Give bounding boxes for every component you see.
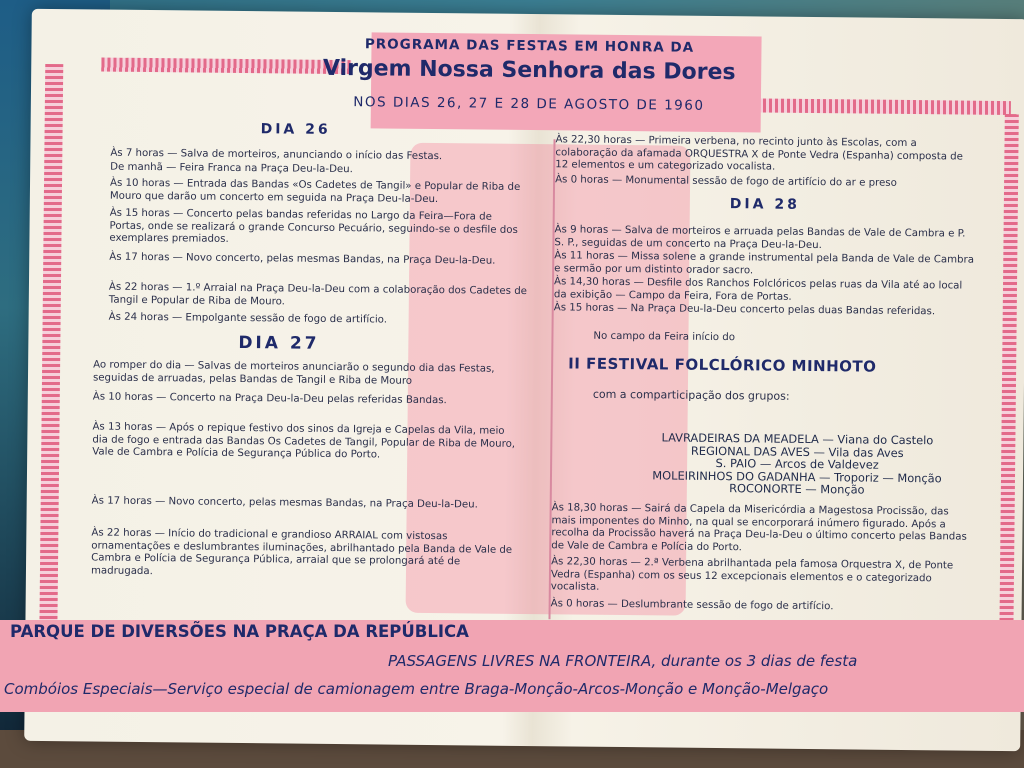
- group-item: MOLEIRINHOS DO GADANHA — Troporiz — Monção: [652, 467, 942, 485]
- bottom-line2: PASSAGENS LIVRES NA FRONTEIRA, durante os 3 dias de festa: [388, 652, 858, 670]
- day-27-heading: DIA 27: [238, 332, 320, 354]
- day26-item: Às 24 horas — Empolgante sessão de fogo de artifício.: [108, 311, 388, 326]
- day27-evening-item: Às 22,30 horas — Primeira verbena, no recinto junto às Escolas, com a colaboração da afamada ORQUESTRA X de Ponte Vedra (Espanha) composta de 12 elementos e um categorizado vocalista.: [555, 134, 963, 173]
- header-dates: NOS DIAS 26, 27 E 28 DE AGOSTO DE 1960: [353, 94, 705, 114]
- day26-item: De manhã — Feira Franca na Praça Deu-la-Deu.: [110, 161, 353, 176]
- festival-subtitle: com a comparticipação dos grupos:: [592, 387, 790, 403]
- group-item: REGIONAL DAS AVES — Vila das Aves: [690, 443, 904, 460]
- day26-item: Às 10 horas — Entrada das Bandas «Os Cadetes de Tangil» e Popular de Riba de Mouro que darão um concerto em seguida na Praça Deu-la-Deu.: [109, 177, 521, 205]
- day28-item: Às 0 horas — Deslumbrante sessão de fogo de artifício.: [550, 598, 834, 613]
- day27-item: Às 22 horas — Início do tradicional e grandioso ARRAIAL com vistosas ornamentações e deslumbrantes iluminações, abrilhantado pela Banda de Vale de Cambra e Polícia de Segurança Pública, arraial que se prolongará até de madrugada.: [90, 527, 513, 577]
- decorative-border-left: [39, 64, 63, 634]
- day26-item: Às 22 horas — 1.º Arraial na Praça Deu-la-Deu com a colaboração dos Cadetes de Tangil e Popular de Riba de Mouro.: [108, 281, 528, 308]
- bottom-line1: PARQUE DE DIVERSÕES NA PRAÇA DA REPÚBLICA: [10, 622, 469, 641]
- header-title: Virgem Nossa Senhora das Dores: [322, 55, 736, 86]
- day28-item: Às 18,30 horas — Sairá da Capela da Misericórdia a Magestosa Procissão, das mais imponentes do Minho, na qual se encorporará inúmero figurado. Após a recolha da Procissão haverá na Praça Deu-la-Deu o último concerto pelas Bandas de Vale de Cambra e Polícia do Porto.: [551, 502, 967, 554]
- day27-item: Às 17 horas — Novo concerto, pelas mesmas Bandas, na Praça Deu-la-Deu.: [91, 495, 478, 511]
- day27-item: Às 10 horas — Concerto na Praça Deu-la-Deu pelas referidas Bandas.: [92, 391, 447, 407]
- folklore-groups-list: [617, 431, 978, 497]
- day27-evening-item: Às 0 horas — Monumental sessão de fogo de artifício do ar e preso: [555, 174, 897, 189]
- festival-title: II FESTIVAL FOLCLÓRICO MINHOTO: [568, 354, 877, 376]
- day26-item: Às 15 horas — Concerto pelas bandas referidas no Largo da Feira—Fora de Portas, onde se realizará o grande Concurso Pecuário, seguindo-se o desfile dos exemplares premiados.: [109, 207, 518, 246]
- day28-item: Às 9 horas — Salva de morteiros e arruada pelas Bandas de Vale de Cambra e P. S. P., seguidas de um concerto na Praça Deu-la-Deu.: [554, 224, 966, 251]
- day28-item: Às 22,30 horas — 2.ª Verbena abrilhantada pela famosa Orquestra X, de Ponte Vedra (Espanha) com os seus 12 excepcionais elementos e o categorizado vocalista.: [550, 556, 954, 593]
- day-28-heading: DIA 28: [729, 196, 800, 213]
- day28-item: Às 15 horas — Na Praça Deu-la-Deu concerto pelas duas Bandas referidas.: [553, 302, 936, 318]
- day28-item: No campo da Feira início do: [593, 330, 736, 344]
- day27-item: Às 13 horas — Após o repique festivo dos sinos da Igreja e Capelas da Vila, meio dia de fogo e entrada das Bandas Os Cadetes de Tangil, Popular de Riba de Mouro, Vale de Cambra e Polícia de Segurança Pública do Porto.: [92, 421, 516, 461]
- group-item: LAVRADEIRAS DA MEADELA — Viana do Castelo: [661, 430, 934, 448]
- day-26-heading: DIA 26: [260, 121, 331, 138]
- day26-item: Às 7 horas — Salva de morteiros, anunciando o início das Festas.: [110, 147, 443, 163]
- day28-item: Às 11 horas — Missa solene a grande instrumental pela Banda de Vale de Cambra e sermão por um distinto orador sacro.: [554, 250, 975, 276]
- day26-item: Às 17 horas — Novo concerto, pelas mesmas Bandas, na Praça Deu-la-Deu.: [109, 251, 496, 267]
- decorative-border-right: [999, 114, 1018, 624]
- header-line1: PROGRAMA DAS FESTAS EM HONRA DA: [364, 36, 695, 56]
- day27-item: Ao romper do dia — Salvas de morteiros anunciarão o segundo dia das Festas, seguidas de arruadas, pelas Bandas de Tangil e Riba de Mouro: [92, 359, 495, 387]
- bottom-line3: Combóios Especiais—Serviço especial de camionagem entre Braga-Monção-Arcos-Monção e Monção-Melgaço: [4, 680, 829, 698]
- group-item: S. PAIO — Arcos de Valdevez: [715, 455, 879, 472]
- day28-item: Às 14,30 horas — Desfile dos Ranchos Folclóricos pelas ruas da Vila até ao local da exibição — Campo da Feira, Fora de Portas.: [553, 276, 963, 303]
- group-item: ROCONORTE — Monção: [729, 481, 865, 497]
